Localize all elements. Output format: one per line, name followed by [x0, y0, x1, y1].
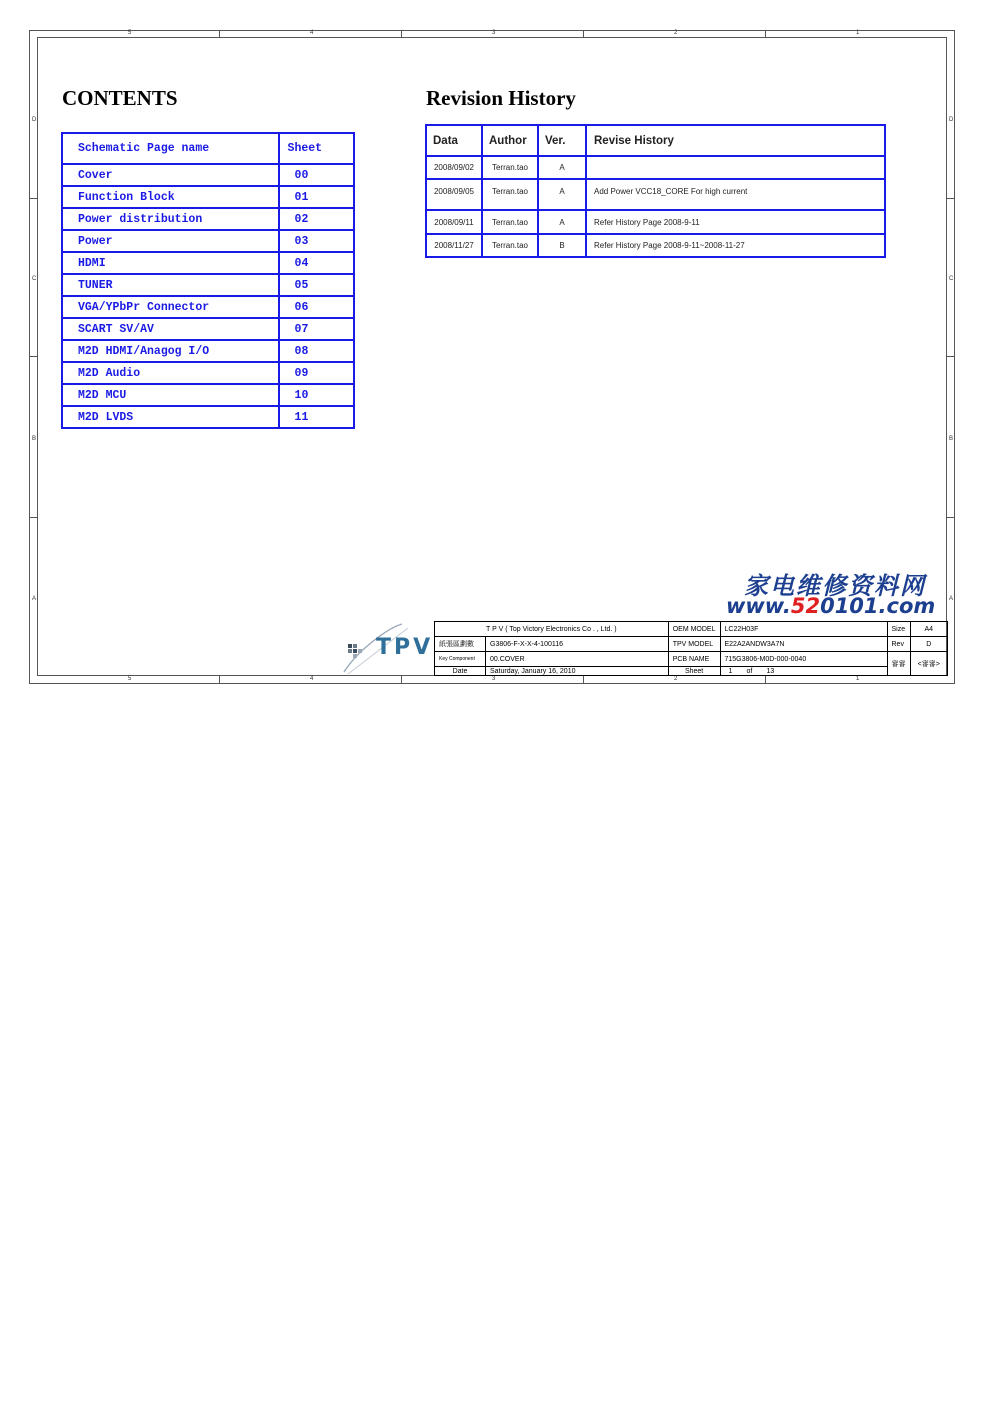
- sheet-number: 10: [279, 384, 354, 406]
- zone-tick: [29, 198, 37, 199]
- page-name: Power distribution: [62, 208, 279, 230]
- rev-description: Refer History Page 2008-9-11~2008-11-27: [586, 234, 885, 257]
- rev-description: [586, 156, 885, 179]
- header-author: Author: [482, 125, 538, 156]
- header-revise-history: Revise History: [586, 125, 885, 156]
- page-name: Power: [62, 230, 279, 252]
- zone-tick: [29, 517, 37, 518]
- zone-label: 2: [674, 30, 678, 36]
- header-ver: Ver.: [538, 125, 586, 156]
- page-name: Function Block: [62, 186, 279, 208]
- zone-label: 3: [492, 676, 496, 682]
- table-row: [62, 340, 354, 362]
- header-data: Data: [426, 125, 482, 156]
- rev-date: 2008/09/02: [426, 156, 482, 179]
- table-row: [62, 296, 354, 318]
- table-row: [426, 234, 885, 257]
- sheet-number: 06: [279, 296, 354, 318]
- table-row: [62, 318, 354, 340]
- form-number-label: 紙張區劃數: [435, 637, 486, 652]
- sheet-number: 04: [279, 252, 354, 274]
- table-row: [62, 186, 354, 208]
- table-header-row: [62, 133, 354, 164]
- form-number-value: G3806-F-X-X-4-100116: [486, 637, 669, 652]
- pcb-name-value: 715G3806-M0D-000-0040: [720, 652, 887, 667]
- page-name: M2D HDMI/Anagog I/O: [62, 340, 279, 362]
- table-row: [426, 179, 885, 210]
- zone-label: 4: [310, 30, 314, 36]
- zone-tick: [765, 30, 766, 37]
- oem-model-label: OEM MODEL: [668, 622, 720, 637]
- zone-tick: [765, 676, 766, 684]
- page-name: VGA/YPbPr Connector: [62, 296, 279, 318]
- pcb-name-label: PCB NAME: [668, 652, 720, 667]
- header-sheet: Sheet: [279, 133, 354, 164]
- page-name: TUNER: [62, 274, 279, 296]
- zone-tick: [401, 30, 402, 37]
- watermark-url-highlight: 52: [790, 594, 821, 618]
- rev-date: 2008/09/05: [426, 179, 482, 210]
- rev-version: A: [538, 179, 586, 210]
- page-name: M2D MCU: [62, 384, 279, 406]
- table-row: [62, 406, 354, 428]
- company-name: T P V ( Top Victory Electronics Co . , Ltd. ): [435, 622, 669, 637]
- zone-label: B: [32, 436, 37, 442]
- zone-tick: [583, 676, 584, 684]
- table-row: [62, 252, 354, 274]
- date-label: Date: [435, 667, 486, 676]
- table-header-row: [426, 125, 885, 156]
- sheet-number: 11: [279, 406, 354, 428]
- misc-label: 審審: [887, 652, 910, 676]
- rev-version: B: [538, 234, 586, 257]
- zone-label: A: [949, 596, 954, 602]
- zone-label: 3: [492, 30, 496, 36]
- table-row: [62, 274, 354, 296]
- misc-value: <審審>: [910, 652, 948, 676]
- sheet-number: 09: [279, 362, 354, 384]
- zone-label: 5: [128, 676, 132, 682]
- zone-label: A: [32, 596, 37, 602]
- table-row: [62, 362, 354, 384]
- revision-table: [425, 124, 886, 258]
- sheet-number: 00: [279, 164, 354, 186]
- page-name: M2D Audio: [62, 362, 279, 384]
- rev-version: A: [538, 210, 586, 234]
- sheet-number: 07: [279, 318, 354, 340]
- table-row: [426, 156, 885, 179]
- sheet-number: 02: [279, 208, 354, 230]
- rev-author: Terran.tao: [482, 210, 538, 234]
- zone-label: 5: [128, 30, 132, 36]
- tpv-model-value: E22A2ANDW3A7N: [720, 637, 887, 652]
- rev-label: Rev: [887, 637, 910, 652]
- tpv-model-label: TPV MODEL: [668, 637, 720, 652]
- key-component-value: 00.COVER: [486, 652, 669, 667]
- zone-label: 4: [310, 676, 314, 682]
- page-name: SCART SV/AV: [62, 318, 279, 340]
- rev-description: Add Power VCC18_CORE For high current: [586, 179, 885, 210]
- zone-label: D: [949, 117, 954, 123]
- zone-tick: [401, 676, 402, 684]
- key-component-label: Key Component: [435, 652, 486, 667]
- title-block: [434, 621, 948, 676]
- center-mark: [947, 356, 955, 357]
- table-row: [62, 164, 354, 186]
- zone-label: 1: [856, 676, 860, 682]
- rev-value: D: [910, 637, 948, 652]
- sheet-number: 01: [279, 186, 354, 208]
- watermark-url: [726, 594, 935, 618]
- rev-version: A: [538, 156, 586, 179]
- rev-author: Terran.tao: [482, 179, 538, 210]
- table-row: [62, 208, 354, 230]
- size-value: A4: [910, 622, 948, 637]
- sheet-label: Sheet: [668, 667, 720, 676]
- sheet-number: 05: [279, 274, 354, 296]
- table-row: [426, 210, 885, 234]
- sheet-count: [720, 667, 887, 676]
- rev-description: Refer History Page 2008-9-11: [586, 210, 885, 234]
- table-row: [62, 230, 354, 252]
- watermark-url-prefix: www.: [726, 594, 791, 618]
- contents-title: CONTENTS: [62, 86, 178, 110]
- zone-label: C: [949, 276, 954, 282]
- rev-author: Terran.tao: [482, 156, 538, 179]
- zone-tick: [947, 517, 955, 518]
- zone-label: 2: [674, 676, 678, 682]
- center-mark: [29, 356, 37, 357]
- rev-date: 2008/09/11: [426, 210, 482, 234]
- date-value: Saturday, January 16, 2010: [486, 667, 669, 676]
- revision-title: Revision History: [426, 86, 576, 110]
- sheet-number: 03: [279, 230, 354, 252]
- zone-tick: [583, 30, 584, 37]
- tpv-logo: [338, 620, 434, 676]
- of-label: of: [746, 667, 753, 675]
- zone-label: C: [32, 276, 37, 282]
- header-page-name: Schematic Page name: [62, 133, 279, 164]
- table-row: [62, 384, 354, 406]
- page-name: Cover: [62, 164, 279, 186]
- zone-tick: [219, 30, 220, 37]
- oem-model-value: LC22H03F: [720, 622, 887, 637]
- sheet-number-value: 1: [728, 667, 733, 675]
- sheet-total-value: 13: [766, 667, 775, 675]
- rev-author: Terran.tao: [482, 234, 538, 257]
- size-label: Size: [887, 622, 910, 637]
- zone-label: 1: [856, 30, 860, 36]
- zone-tick: [219, 676, 220, 684]
- zone-tick: [947, 198, 955, 199]
- contents-table: [61, 132, 355, 429]
- watermark-url-suffix: 0101.com: [820, 594, 936, 618]
- page-name: M2D LVDS: [62, 406, 279, 428]
- sheet-number: 08: [279, 340, 354, 362]
- page-name: HDMI: [62, 252, 279, 274]
- rev-date: 2008/11/27: [426, 234, 482, 257]
- tpv-logo-text: TPV: [376, 635, 434, 660]
- zone-label: D: [32, 117, 37, 123]
- zone-label: B: [949, 436, 954, 442]
- watermark-chinese: 家电维修资料网: [744, 571, 926, 600]
